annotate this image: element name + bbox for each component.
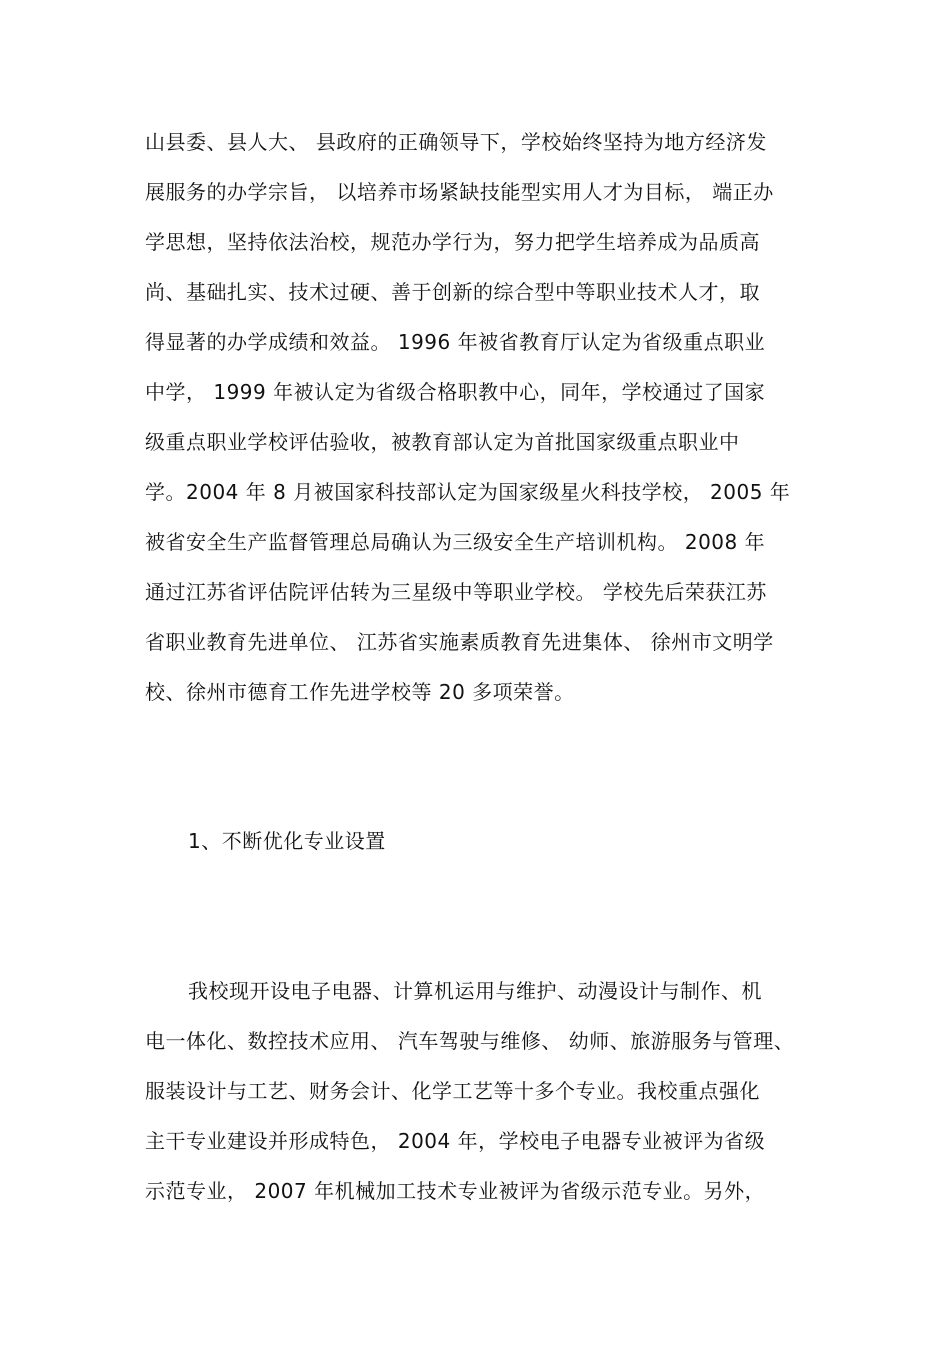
paragraph2-line: 示范专业， 2007 年机械加工技术专业被评为省级示范专业。另外， bbox=[145, 1179, 766, 1203]
paragraph1-line: 通过江苏省评估院评估转为三星级中等职业学校。 学校先后荣获江苏 bbox=[145, 580, 767, 604]
paragraph1-line: 级重点职业学校评估验收，被教育部认定为首批国家级重点职业中 bbox=[145, 430, 740, 454]
paragraph1-line: 学思想，坚持依法治校，规范办学行为，努力把学生培养成为品质高 bbox=[145, 230, 760, 254]
paragraph1-line: 校、徐州市德育工作先进学校等 20 多项荣誉。 bbox=[145, 680, 575, 704]
paragraph1-line: 被省安全生产监督管理总局确认为三级安全生产培训机构。 2008 年 bbox=[145, 530, 766, 554]
paragraph1-line: 学。2004 年 8 月被国家科技部认定为国家级星火科技学校， 2005 年 bbox=[145, 480, 791, 504]
paragraph2-line: 主干专业建设并形成特色， 2004 年，学校电子电器专业被评为省级 bbox=[145, 1129, 766, 1153]
section-heading: 1、不断优化专业设置 bbox=[188, 829, 386, 853]
paragraph1-line: 展服务的办学宗旨， 以培养市场紧缺技能型实用人才为目标， 端正办 bbox=[145, 180, 774, 204]
paragraph1-line: 中学， 1999 年被认定为省级合格职教中心，同年，学校通过了国家 bbox=[145, 380, 766, 404]
paragraph2-line: 电一体化、数控技术应用、 汽车驾驶与维修、 幼师、旅游服务与管理、 bbox=[145, 1029, 795, 1053]
paragraph2-line: 我校现开设电子电器、计算机运用与维护、动漫设计与制作、机 bbox=[188, 979, 762, 1003]
paragraph1-line: 省职业教育先进单位、 江苏省实施素质教育先进集体、 徐州市文明学 bbox=[145, 630, 774, 654]
paragraph1-line: 山县委、县人大、 县政府的正确领导下，学校始终坚持为地方经济发 bbox=[145, 130, 767, 154]
paragraph1-line: 尚、基础扎实、技术过硬、善于创新的综合型中等职业技术人才，取 bbox=[145, 280, 760, 304]
paragraph2-line: 服装设计与工艺、财务会计、化学工艺等十多个专业。我校重点强化 bbox=[145, 1079, 760, 1103]
paragraph1-line: 得显著的办学成绩和效益。 1996 年被省教育厅认定为省级重点职业 bbox=[145, 330, 766, 354]
